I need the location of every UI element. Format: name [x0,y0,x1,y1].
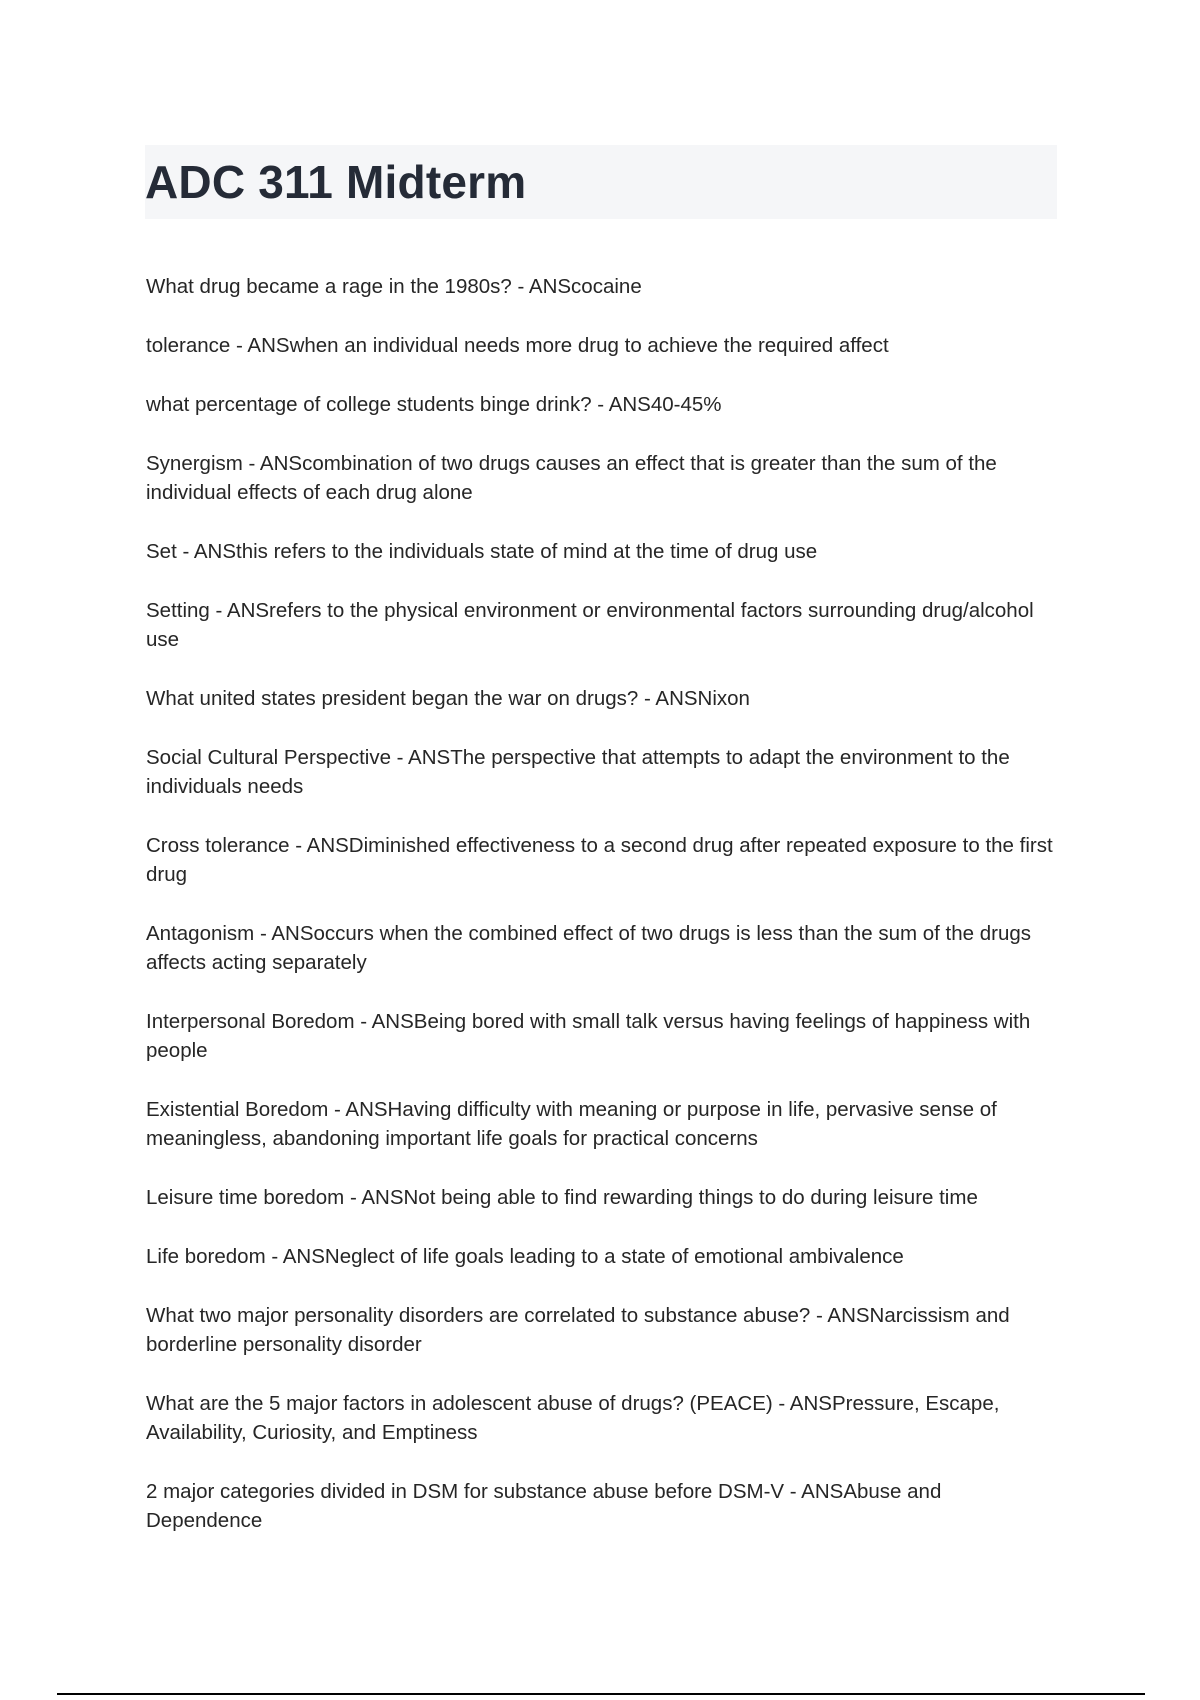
qa-item: Interpersonal Boredom - ANSBeing bored with small talk versus having feelings of happiness with people [146,1010,1031,1062]
qa-item: Leisure time boredom - ANSNot being able to find rewarding things to do during leisure time [146,1186,978,1209]
bottom-divider [57,1693,1145,1695]
qa-item: 2 major categories divided in DSM for substance abuse before DSM-V - ANSAbuse and Dependence [146,1480,942,1532]
qa-list [146,272,1061,1565]
qa-item: Existential Boredom - ANSHaving difficulty with meaning or purpose in life, pervasive sense of meaningless, abandoning important life goals for practical concerns [146,1098,997,1150]
qa-item: Cross tolerance - ANSDiminished effectiveness to a second drug after repeated exposure to the first drug [146,834,1053,886]
qa-item: Life boredom - ANSNeglect of life goals leading to a state of emotional ambivalence [146,1245,904,1268]
qa-item: What drug became a rage in the 1980s? - ANScocaine [146,275,642,298]
qa-item: Setting - ANSrefers to the physical environment or environmental factors surrounding drug/alcohol use [146,599,1034,651]
qa-item: What united states president began the war on drugs? - ANSNixon [146,687,750,710]
qa-item: Set - ANSthis refers to the individuals state of mind at the time of drug use [146,540,818,563]
qa-item: Antagonism - ANSoccurs when the combined effect of two drugs is less than the sum of the drugs affects acting separately [146,922,1032,974]
qa-item: what percentage of college students binge drink? - ANS40-45% [146,393,722,416]
qa-item: Social Cultural Perspective - ANSThe perspective that attempts to adapt the environment to the individuals needs [146,746,1010,798]
page-title: ADC 311 Midterm [145,156,527,208]
qa-item: What are the 5 major factors in adolescent abuse of drugs? (PEACE) - ANSPressure, Escape, Availability, Curiosity, and Emptiness [146,1392,1000,1444]
qa-item: What two major personality disorders are correlated to substance abuse? - ANSNarcissism and borderline personality disorder [146,1304,1010,1356]
qa-item: tolerance - ANSwhen an individual needs more drug to achieve the required affect [146,334,889,357]
qa-item: Synergism - ANScombination of two drugs causes an effect that is greater than the sum of the individual effects of each drug alone [146,452,997,504]
